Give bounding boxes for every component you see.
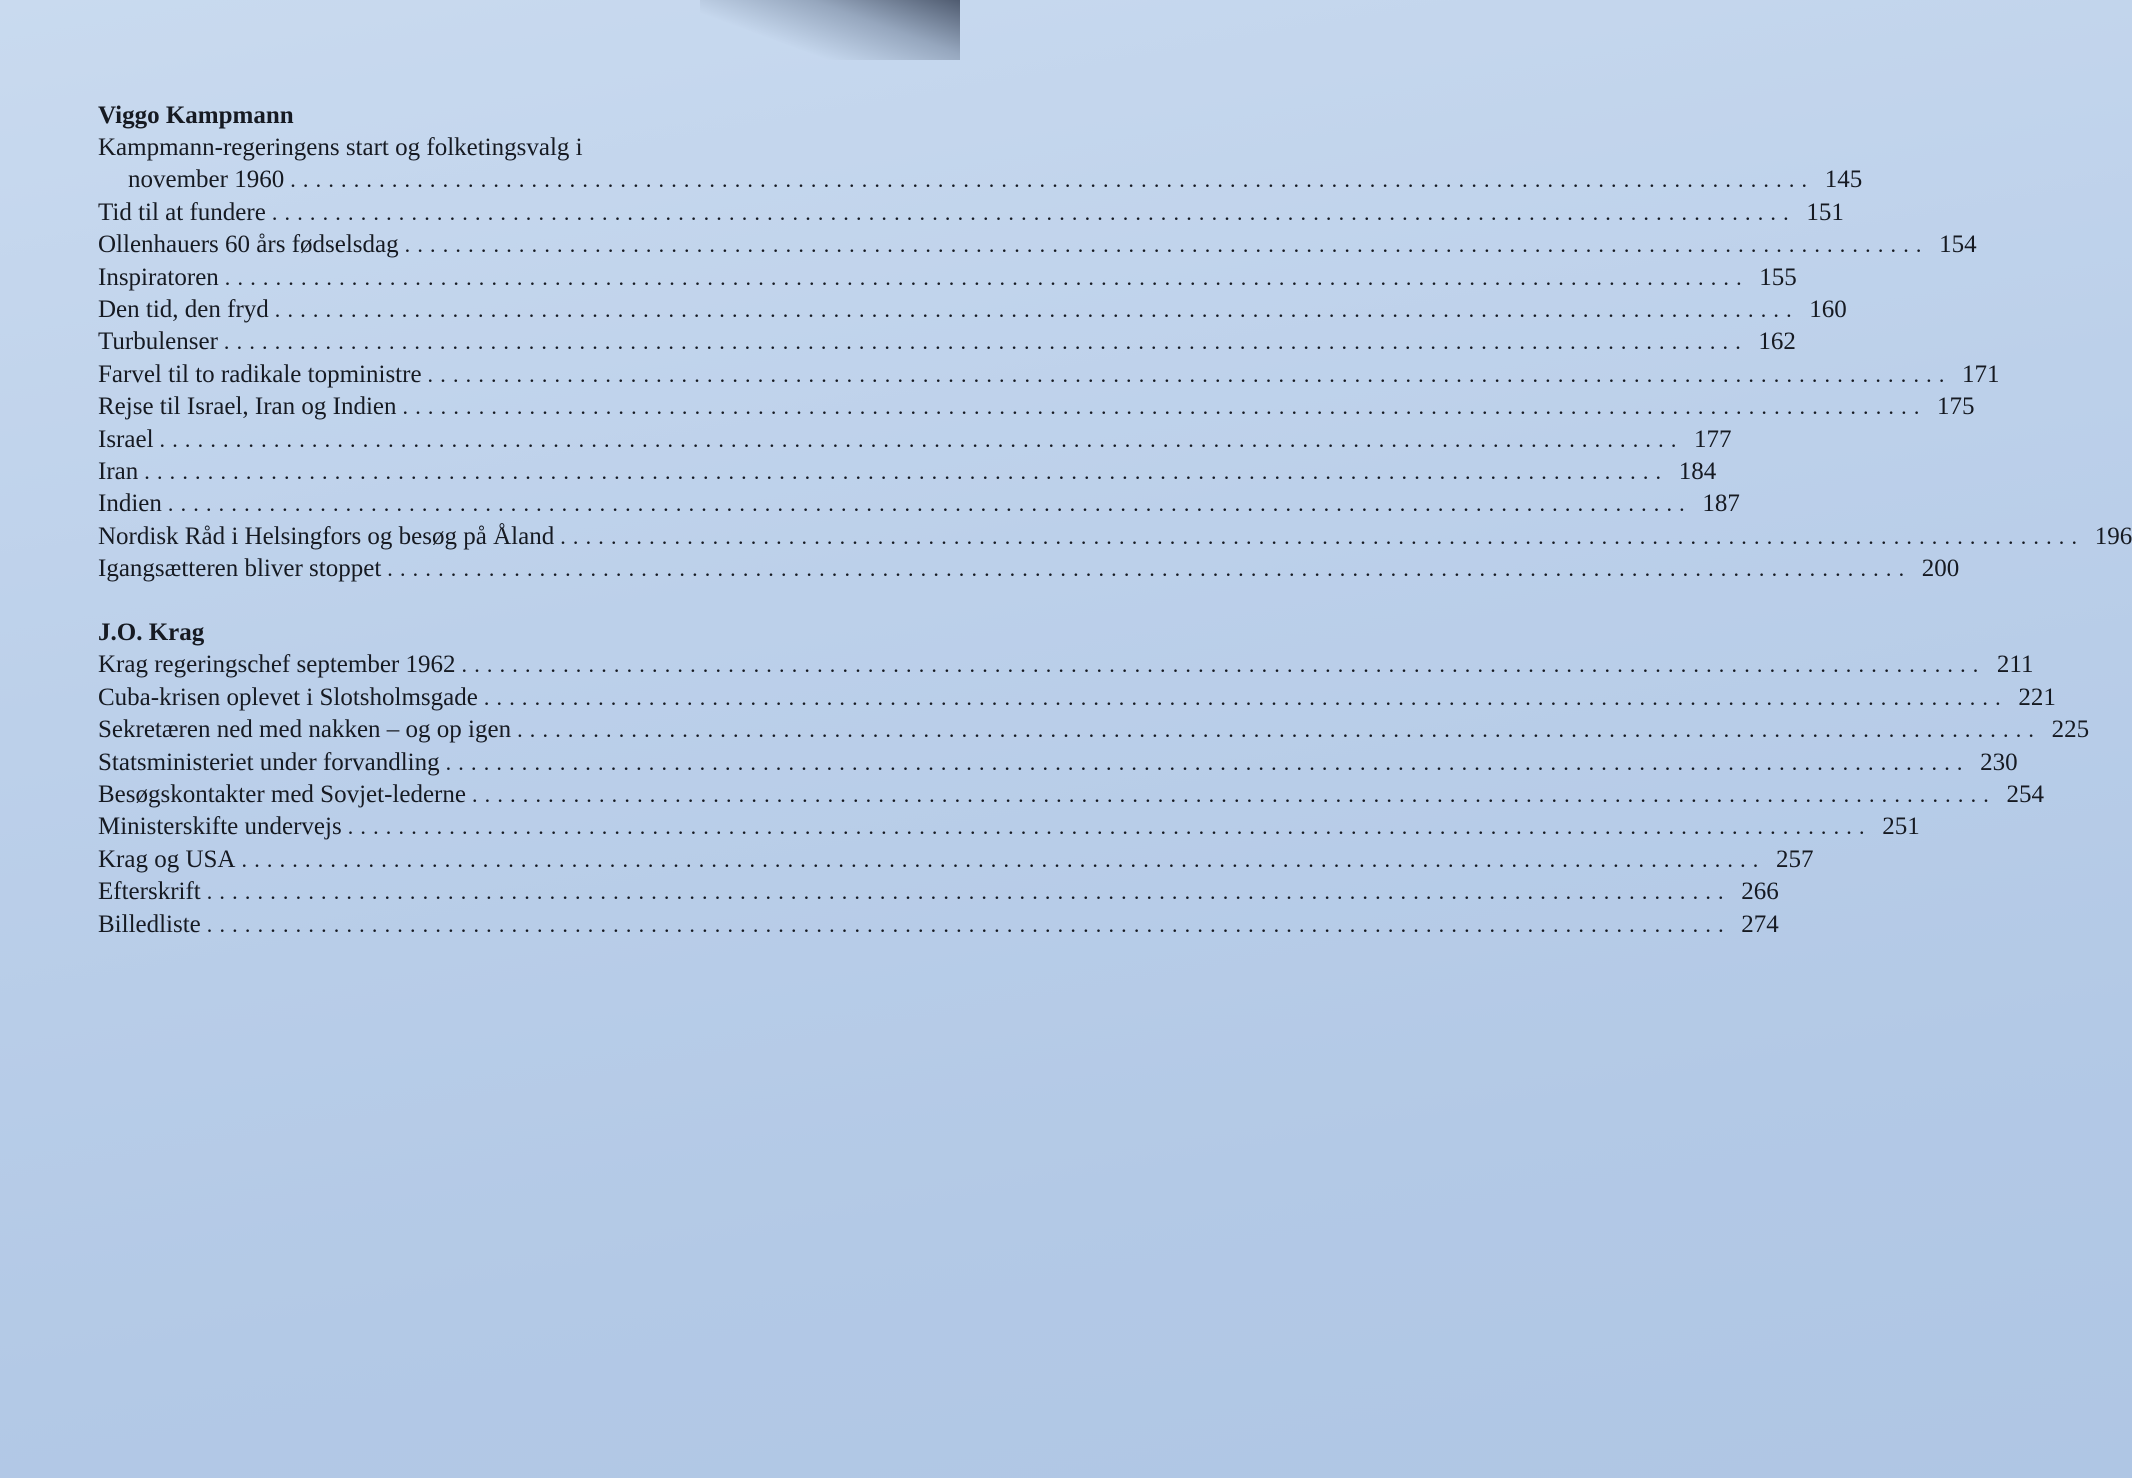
toc-entry — [98, 229, 1977, 261]
toc-entry-title: Turbulenser — [98, 328, 218, 356]
toc-entry — [98, 359, 2000, 391]
toc-page-number: 254 — [2006, 781, 2044, 809]
toc-entry-title: Billedliste — [98, 910, 201, 938]
toc-entry — [98, 844, 1814, 876]
toc-entry — [98, 649, 2034, 681]
toc-entry-title: Den tid, den fryd — [98, 295, 269, 323]
toc-page-number: 184 — [1678, 457, 1717, 485]
toc-entry — [98, 294, 1847, 326]
dot-leader: ........................................................................................................................ — [241, 846, 1766, 872]
toc-page-number: 171 — [1962, 360, 2000, 388]
toc-page-number: 225 — [2051, 716, 2090, 744]
toc-page-number: 151 — [1806, 198, 1844, 226]
dot-leader: ........................................................................................................................ — [167, 491, 1692, 517]
toc-entry — [98, 262, 1797, 294]
toc-entry-title: Rejse til Israel, Iran og Indien — [98, 393, 397, 421]
dot-leader: ........................................................................................................................ — [471, 782, 1996, 808]
dot-leader: ........................................................................................................................ — [274, 296, 1799, 322]
toc-page-number: 257 — [1776, 845, 1814, 873]
toc-entry — [98, 197, 1844, 229]
toc-entry-title: Statsministeriet under forvandling — [98, 748, 440, 776]
toc-entry-title: Israel — [98, 425, 154, 453]
toc-entry — [98, 779, 2044, 811]
section-heading: J.O. Krag — [98, 619, 205, 647]
page-corner-shadow — [700, 0, 960, 60]
dot-leader: ........................................................................................................................ — [560, 523, 2085, 549]
toc-entry — [98, 682, 2056, 714]
toc-entry-title-line1: Kampmann-regeringens start og folketingsvalg i — [98, 134, 583, 161]
toc-entry-title: Cuba-krisen oplevet i Slotsholmsgade — [98, 683, 478, 711]
dot-leader: ........................................................................................................................ — [402, 394, 1927, 420]
toc-entry-title: Indien — [98, 490, 162, 518]
dot-leader: ........................................................................................................................ — [290, 167, 1815, 193]
toc-section-kampmann — [98, 100, 2132, 585]
toc-entry-title: Efterskrift — [98, 878, 201, 906]
dot-leader: ........................................................................................................................ — [144, 458, 1669, 484]
toc-page-number: 154 — [1939, 231, 1977, 259]
toc-entry — [98, 747, 2018, 779]
toc-page-number: 251 — [1882, 813, 1920, 841]
toc-page-number: 160 — [1809, 295, 1847, 323]
toc-entry — [98, 521, 2132, 553]
toc-page-number: 266 — [1741, 878, 1779, 906]
toc-page-number: 177 — [1694, 425, 1732, 453]
dot-leader: ........................................................................................................................ — [206, 879, 1731, 905]
toc-entry — [98, 714, 2090, 746]
toc-entry — [98, 132, 1863, 197]
dot-leader: ........................................................................................................................ — [223, 329, 1748, 355]
dot-leader: ........................................................................................................................ — [271, 199, 1796, 225]
dot-leader: ........................................................................................................................ — [159, 426, 1684, 452]
toc-entry-title: november 1960 — [128, 166, 285, 194]
toc-entry-title: Sekretæren ned med nakken – og op igen — [98, 716, 512, 744]
section-heading: Viggo Kampmann — [98, 102, 294, 129]
toc-entry-title: Krag og USA — [98, 845, 236, 873]
dot-leader: ........................................................................................................................ — [404, 232, 1929, 258]
toc-entry-title: Tid til at fundere — [98, 198, 266, 226]
toc-entry-title: Besøgskontakter med Sovjet-lederne — [98, 781, 466, 809]
toc-entry — [98, 424, 1732, 456]
toc-page-number: 162 — [1758, 328, 1796, 356]
toc-page-number: 274 — [1741, 910, 1779, 938]
toc-page-number: 221 — [2018, 683, 2056, 711]
toc-entry — [98, 909, 1779, 941]
toc-entry — [98, 326, 1796, 358]
toc-page-number: 175 — [1937, 393, 1975, 421]
toc-page-number: 200 — [1921, 555, 1960, 583]
toc-page-number: 196 — [2094, 522, 2132, 550]
toc-entry — [98, 456, 1717, 488]
dot-leader: ........................................................................................................................ — [224, 264, 1749, 290]
dot-leader: ........................................................................................................................ — [483, 684, 2008, 710]
table-of-contents — [98, 100, 2132, 973]
toc-entry — [98, 488, 1740, 520]
toc-entry-title: Farvel til to radikale topministre — [98, 360, 422, 388]
toc-entry — [98, 553, 1960, 585]
toc-entry-title: Krag regeringschef september 1962 — [98, 651, 456, 679]
toc-entry-title: Ministerskifte undervejs — [98, 813, 342, 841]
toc-entry-title: Iran — [98, 457, 139, 485]
dot-leader: ........................................................................................................................ — [517, 717, 2042, 743]
toc-entry — [98, 876, 1779, 908]
toc-page-number: 187 — [1702, 490, 1740, 518]
dot-leader: ........................................................................................................................ — [461, 652, 1986, 678]
toc-section-krag — [98, 617, 2090, 941]
toc-page-number: 145 — [1824, 166, 1863, 194]
toc-entry-title: Nordisk Råd i Helsingfors og besøg på Åland — [98, 522, 555, 550]
toc-page-number: 211 — [1996, 651, 2034, 679]
toc-entry — [98, 811, 1920, 843]
toc-entry-title: Inspiratoren — [98, 263, 219, 291]
toc-page-number: 155 — [1759, 263, 1797, 291]
dot-leader: ........................................................................................................................ — [387, 556, 1912, 582]
dot-leader: ........................................................................................................................ — [206, 911, 1731, 937]
toc-page-number: 230 — [1980, 748, 2018, 776]
dot-leader: ........................................................................................................................ — [427, 361, 1952, 387]
dot-leader: ........................................................................................................................ — [445, 749, 1970, 775]
dot-leader: ........................................................................................................................ — [347, 814, 1872, 840]
toc-entry-title: Igangsætteren bliver stoppet — [98, 555, 382, 583]
toc-entry-title: Ollenhauers 60 års fødselsdag — [98, 231, 399, 259]
toc-entry — [98, 391, 1975, 423]
